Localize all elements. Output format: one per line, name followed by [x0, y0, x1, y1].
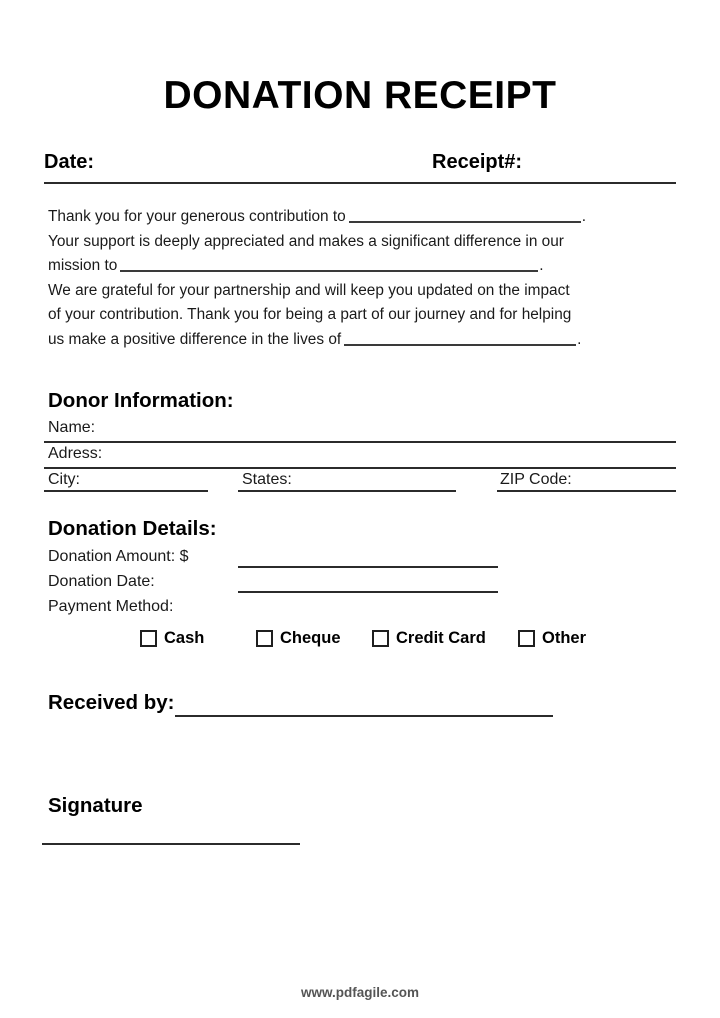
footer-url[interactable]: www.pdfagile.com — [300, 985, 419, 1000]
checkbox-icon[interactable] — [372, 630, 389, 647]
donor-address-label: Adress: — [48, 445, 103, 462]
received-by-label: Received by: — [48, 691, 175, 714]
donor-zip-label: ZIP Code: — [500, 471, 572, 488]
signature-field[interactable] — [42, 843, 300, 845]
donor-city-label: City: — [48, 471, 80, 488]
date-label: Date: — [44, 151, 95, 173]
intro-line-3-text: mission to — [48, 257, 118, 274]
intro-line-2: Your support is deeply appreciated and makes a significant difference in our — [48, 232, 564, 250]
intro-line-5: of your contribution. Thank you for being a part of our journey and for helping — [48, 306, 572, 323]
donor-address-field[interactable] — [44, 467, 676, 469]
payment-option-credit-card-label: Credit Card — [396, 629, 486, 647]
donor-zip-field[interactable] — [497, 490, 676, 492]
donation-amount-label: Donation Amount: $ — [48, 548, 189, 565]
payment-option-other-label: Other — [542, 629, 587, 647]
intro-line-1-period: . — [581, 208, 587, 225]
intro-line-3 — [48, 254, 676, 279]
intro-line-4: We are grateful for your partnership and will keep you updated on the impact — [48, 281, 570, 299]
intro-line-6-period: . — [577, 330, 582, 348]
payment-option-cash-label: Cash — [164, 629, 205, 647]
payment-option-cheque[interactable] — [256, 626, 341, 650]
beneficiary-blank[interactable] — [344, 329, 576, 346]
payment-method-options — [44, 626, 676, 652]
donor-states-field[interactable] — [238, 490, 456, 492]
payment-method-label: Payment Method: — [48, 598, 174, 615]
checkbox-icon[interactable] — [518, 630, 535, 647]
intro-line-6-text: us make a positive difference in the lives of — [48, 330, 342, 348]
donor-states-label: States: — [242, 471, 292, 488]
payment-option-cash[interactable] — [140, 626, 204, 650]
intro-line-3-period: . — [539, 257, 544, 274]
mission-blank[interactable] — [120, 255, 538, 272]
date-receipt-row — [44, 150, 676, 182]
page-title: DONATION RECEIPT — [163, 74, 557, 117]
donor-name-field[interactable] — [44, 441, 676, 443]
donation-date-label: Donation Date: — [48, 573, 155, 590]
payment-option-credit-card[interactable] — [372, 626, 486, 650]
payment-option-other[interactable] — [518, 626, 586, 650]
intro-line-1 — [48, 205, 676, 230]
intro-line-1-text: Thank you for your generous contribution to — [48, 208, 346, 225]
receipt-number-label: Receipt#: — [432, 151, 523, 173]
donor-name-label: Name: — [48, 419, 96, 436]
payment-option-cheque-label: Cheque — [280, 629, 341, 647]
intro-paragraph — [48, 205, 676, 352]
checkbox-icon[interactable] — [256, 630, 273, 647]
donor-information-heading: Donor Information: — [48, 389, 234, 412]
intro-line-6 — [48, 328, 676, 353]
date-receipt-rule[interactable] — [44, 182, 676, 184]
donor-city-field[interactable] — [44, 490, 208, 492]
organization-blank[interactable] — [349, 206, 581, 223]
signature-label: Signature — [48, 794, 143, 817]
checkbox-icon[interactable] — [140, 630, 157, 647]
donation-details-heading: Donation Details: — [48, 517, 217, 540]
donation-amount-field[interactable] — [238, 566, 498, 568]
received-by-field[interactable] — [175, 715, 553, 717]
donation-date-field[interactable] — [238, 591, 498, 593]
